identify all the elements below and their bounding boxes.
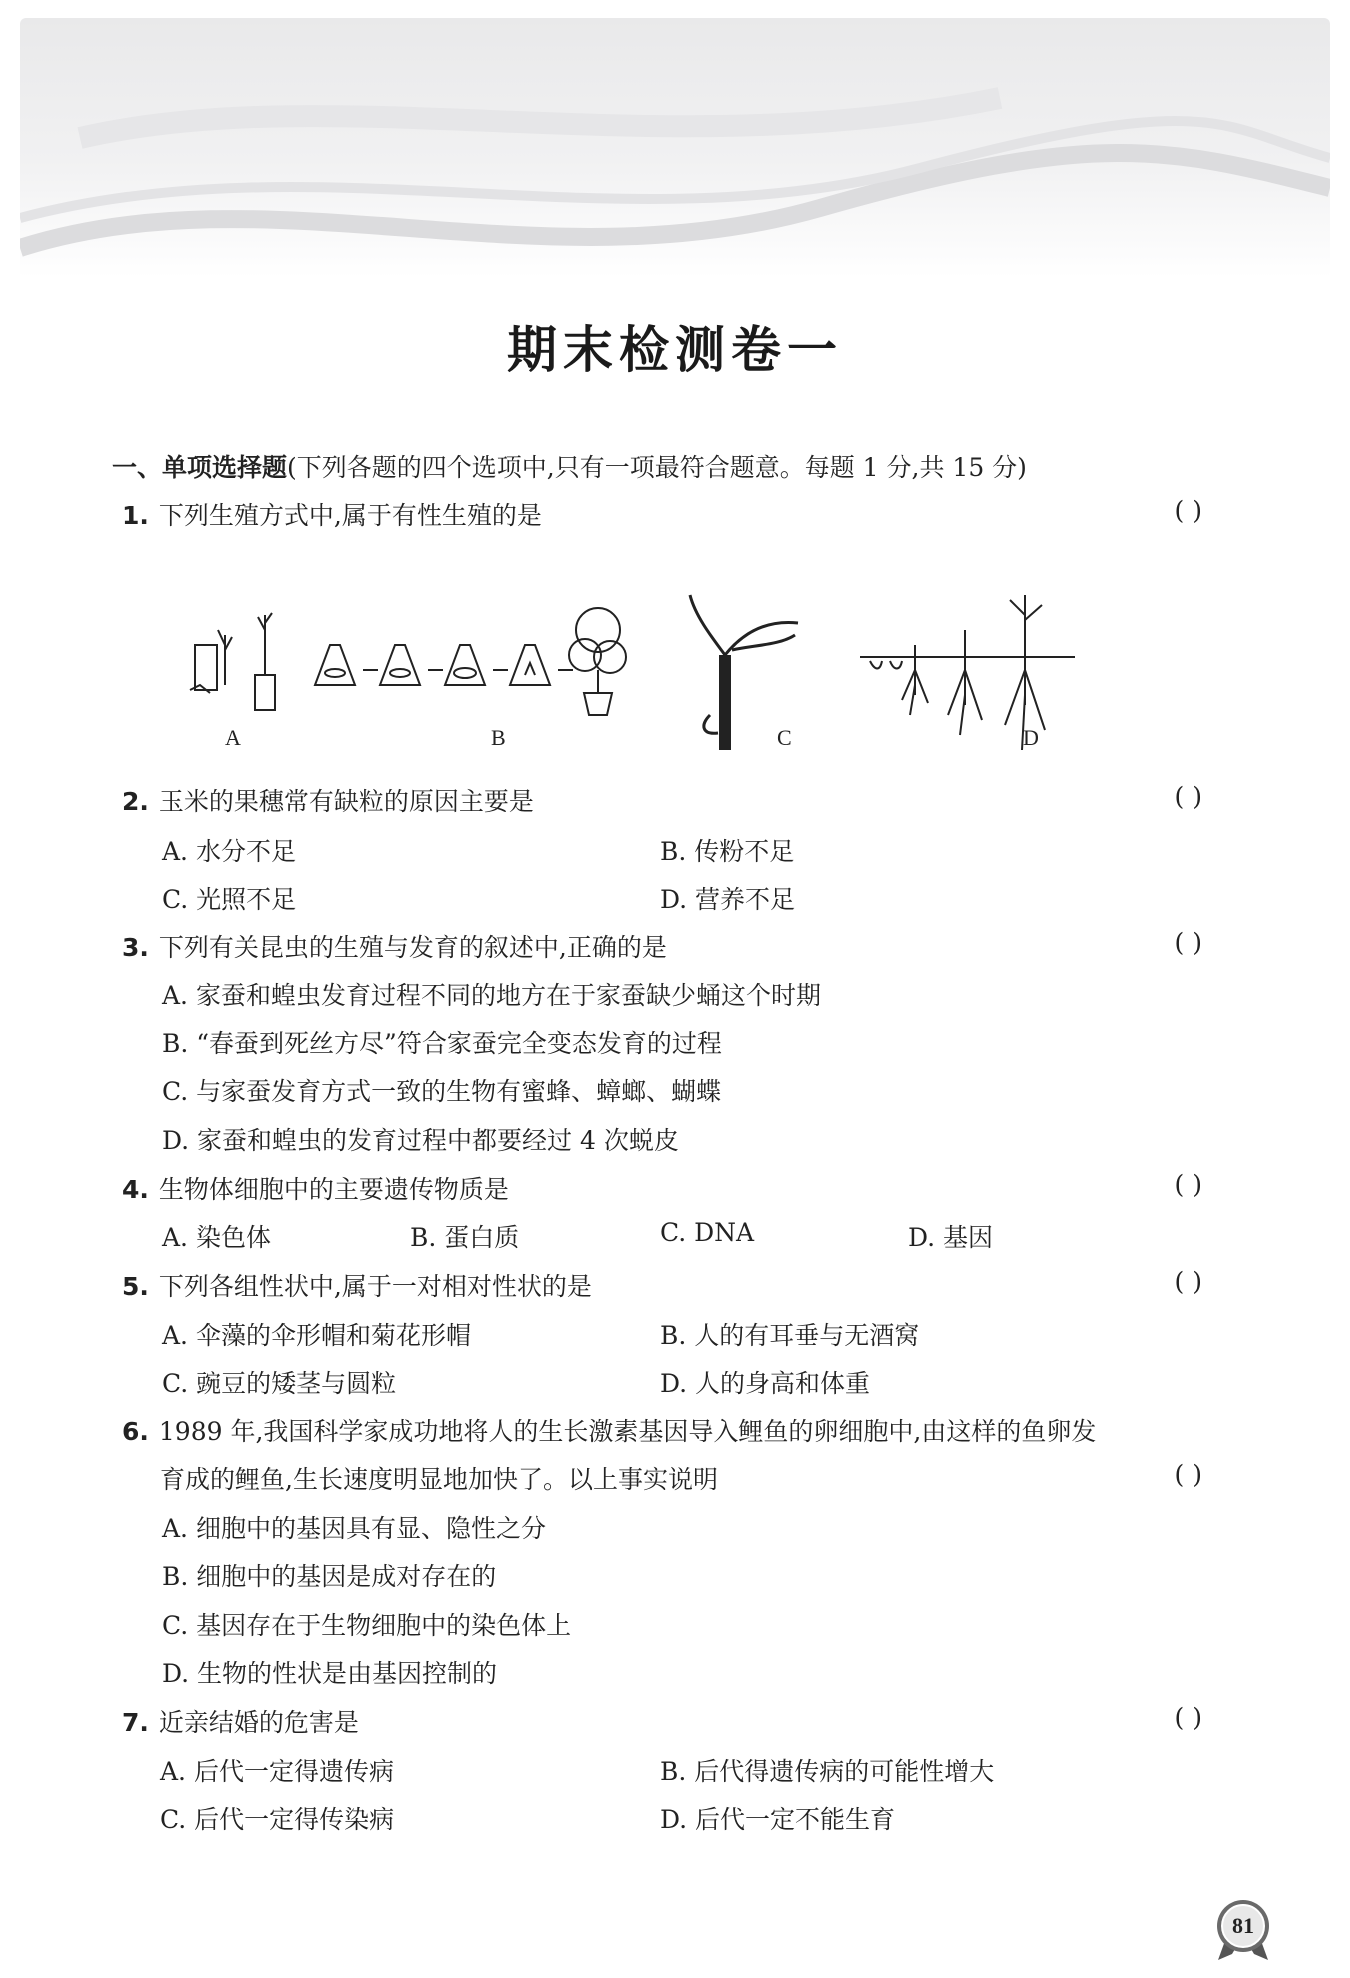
- page-title: 期末检测卷一: [507, 320, 843, 379]
- question-2: [122, 782, 1202, 818]
- option-a[interactable]: A. 伞藻的伞形帽和菊花形帽: [162, 1321, 471, 1350]
- figure-label-c: C: [777, 725, 792, 750]
- question-3: [122, 928, 1202, 964]
- option-c[interactable]: C. 后代一定得传染病: [160, 1805, 395, 1834]
- figure-a-cutting: [190, 613, 275, 710]
- figure-label-d: D: [1023, 725, 1039, 750]
- option-b[interactable]: B. 后代得遗传病的可能性增大: [660, 1757, 995, 1786]
- question-number: 7.: [122, 1708, 149, 1737]
- wave-pattern: [20, 18, 1330, 278]
- figure-label-a: A: [225, 725, 241, 750]
- section-title: 一、单项选择题: [112, 453, 288, 482]
- option-d[interactable]: D. 营养不足: [660, 885, 796, 914]
- option-d[interactable]: D. 人的身高和体重: [660, 1369, 871, 1398]
- question-5: [122, 1267, 1202, 1303]
- question-stem: 1989 年,我国科学家成功地将人的生长激素基因导入鲤鱼的卵细胞中,由这样的鱼卵发: [158, 1417, 1097, 1446]
- option-a[interactable]: A. 后代一定得遗传病: [160, 1757, 394, 1786]
- option-c[interactable]: C. 基因存在于生物细胞中的染色体上: [162, 1611, 572, 1640]
- option-d[interactable]: D. 后代一定不能生育: [660, 1805, 896, 1834]
- question-stem: 下列各组性状中,属于一对相对性状的是: [158, 1272, 592, 1301]
- question-stem-continued: 育成的鲤鱼,生长速度明显地加快了。以上事实说明: [160, 1465, 718, 1494]
- question-7: [122, 1703, 1202, 1739]
- option-d[interactable]: D. 生物的性状是由基因控制的: [162, 1659, 498, 1688]
- question-stem: 下列有关昆虫的生殖与发育的叙述中,正确的是: [158, 933, 667, 962]
- option-a[interactable]: A. 水分不足: [162, 837, 296, 866]
- question-number: 2.: [122, 787, 149, 816]
- header-decoration: [20, 18, 1330, 278]
- question-number: 4.: [122, 1175, 149, 1204]
- answer-blank[interactable]: ( ): [1174, 782, 1202, 811]
- answer-blank[interactable]: ( ): [1174, 1460, 1202, 1489]
- question-stem: 下列生殖方式中,属于有性生殖的是: [158, 501, 542, 530]
- option-a[interactable]: A. 细胞中的基因具有显、隐性之分: [162, 1514, 546, 1543]
- question-6: [122, 1412, 1202, 1448]
- option-b[interactable]: B. 传粉不足: [660, 837, 795, 866]
- option-a[interactable]: A. 家蚕和蝗虫发育过程不同的地方在于家蚕缺少蛹这个时期: [162, 981, 821, 1010]
- question-number: 1.: [122, 501, 149, 530]
- answer-blank[interactable]: ( ): [1174, 1170, 1202, 1199]
- option-c[interactable]: C. 豌豆的矮茎与圆粒: [162, 1369, 397, 1398]
- option-b[interactable]: B. 细胞中的基因是成对存在的: [162, 1562, 497, 1591]
- section-instructions: (下列各题的四个选项中,只有一项最符合题意。每题 1 分,共 15 分): [287, 453, 1027, 482]
- figure-label-b: B: [491, 725, 506, 750]
- option-b[interactable]: B. 人的有耳垂与无酒窝: [660, 1321, 920, 1350]
- option-b[interactable]: B. 蛋白质: [410, 1223, 520, 1252]
- page-number: 81: [1232, 1913, 1254, 1938]
- question-1: [122, 496, 1202, 532]
- option-d[interactable]: D. 基因: [908, 1223, 994, 1252]
- answer-blank[interactable]: ( ): [1174, 1267, 1202, 1296]
- option-c[interactable]: C. 与家蚕发育方式一致的生物有蜜蜂、蟑螂、蝴蝶: [162, 1077, 722, 1106]
- option-c[interactable]: C. 光照不足: [162, 885, 297, 914]
- question-4: [122, 1170, 1202, 1206]
- option-a[interactable]: A. 染色体: [162, 1223, 271, 1252]
- question-stem: 玉米的果穗常有缺粒的原因主要是: [158, 787, 534, 816]
- option-b[interactable]: B. “春蚕到死丝方尽”符合家蚕完全变态发育的过程: [162, 1029, 722, 1058]
- answer-blank[interactable]: ( ): [1174, 928, 1202, 957]
- reproduction-figure: [170, 575, 1130, 765]
- question-number: 5.: [122, 1272, 149, 1301]
- question-number: 6.: [122, 1417, 149, 1446]
- option-d[interactable]: D. 家蚕和蝗虫的发育过程中都要经过 4 次蜕皮: [162, 1126, 679, 1155]
- figure-b-tissue-culture: [315, 608, 626, 715]
- answer-blank[interactable]: ( ): [1174, 496, 1202, 525]
- question-6-continued: [160, 1460, 1202, 1496]
- question-stem: 近亲结婚的危害是: [158, 1708, 359, 1737]
- section-heading: [112, 448, 1027, 484]
- figure-d-seed-germination: [860, 595, 1075, 750]
- question-stem: 生物体细胞中的主要遗传物质是: [158, 1175, 509, 1204]
- question-number: 3.: [122, 933, 149, 962]
- option-c[interactable]: C. DNA: [660, 1218, 755, 1247]
- answer-blank[interactable]: ( ): [1174, 1703, 1202, 1732]
